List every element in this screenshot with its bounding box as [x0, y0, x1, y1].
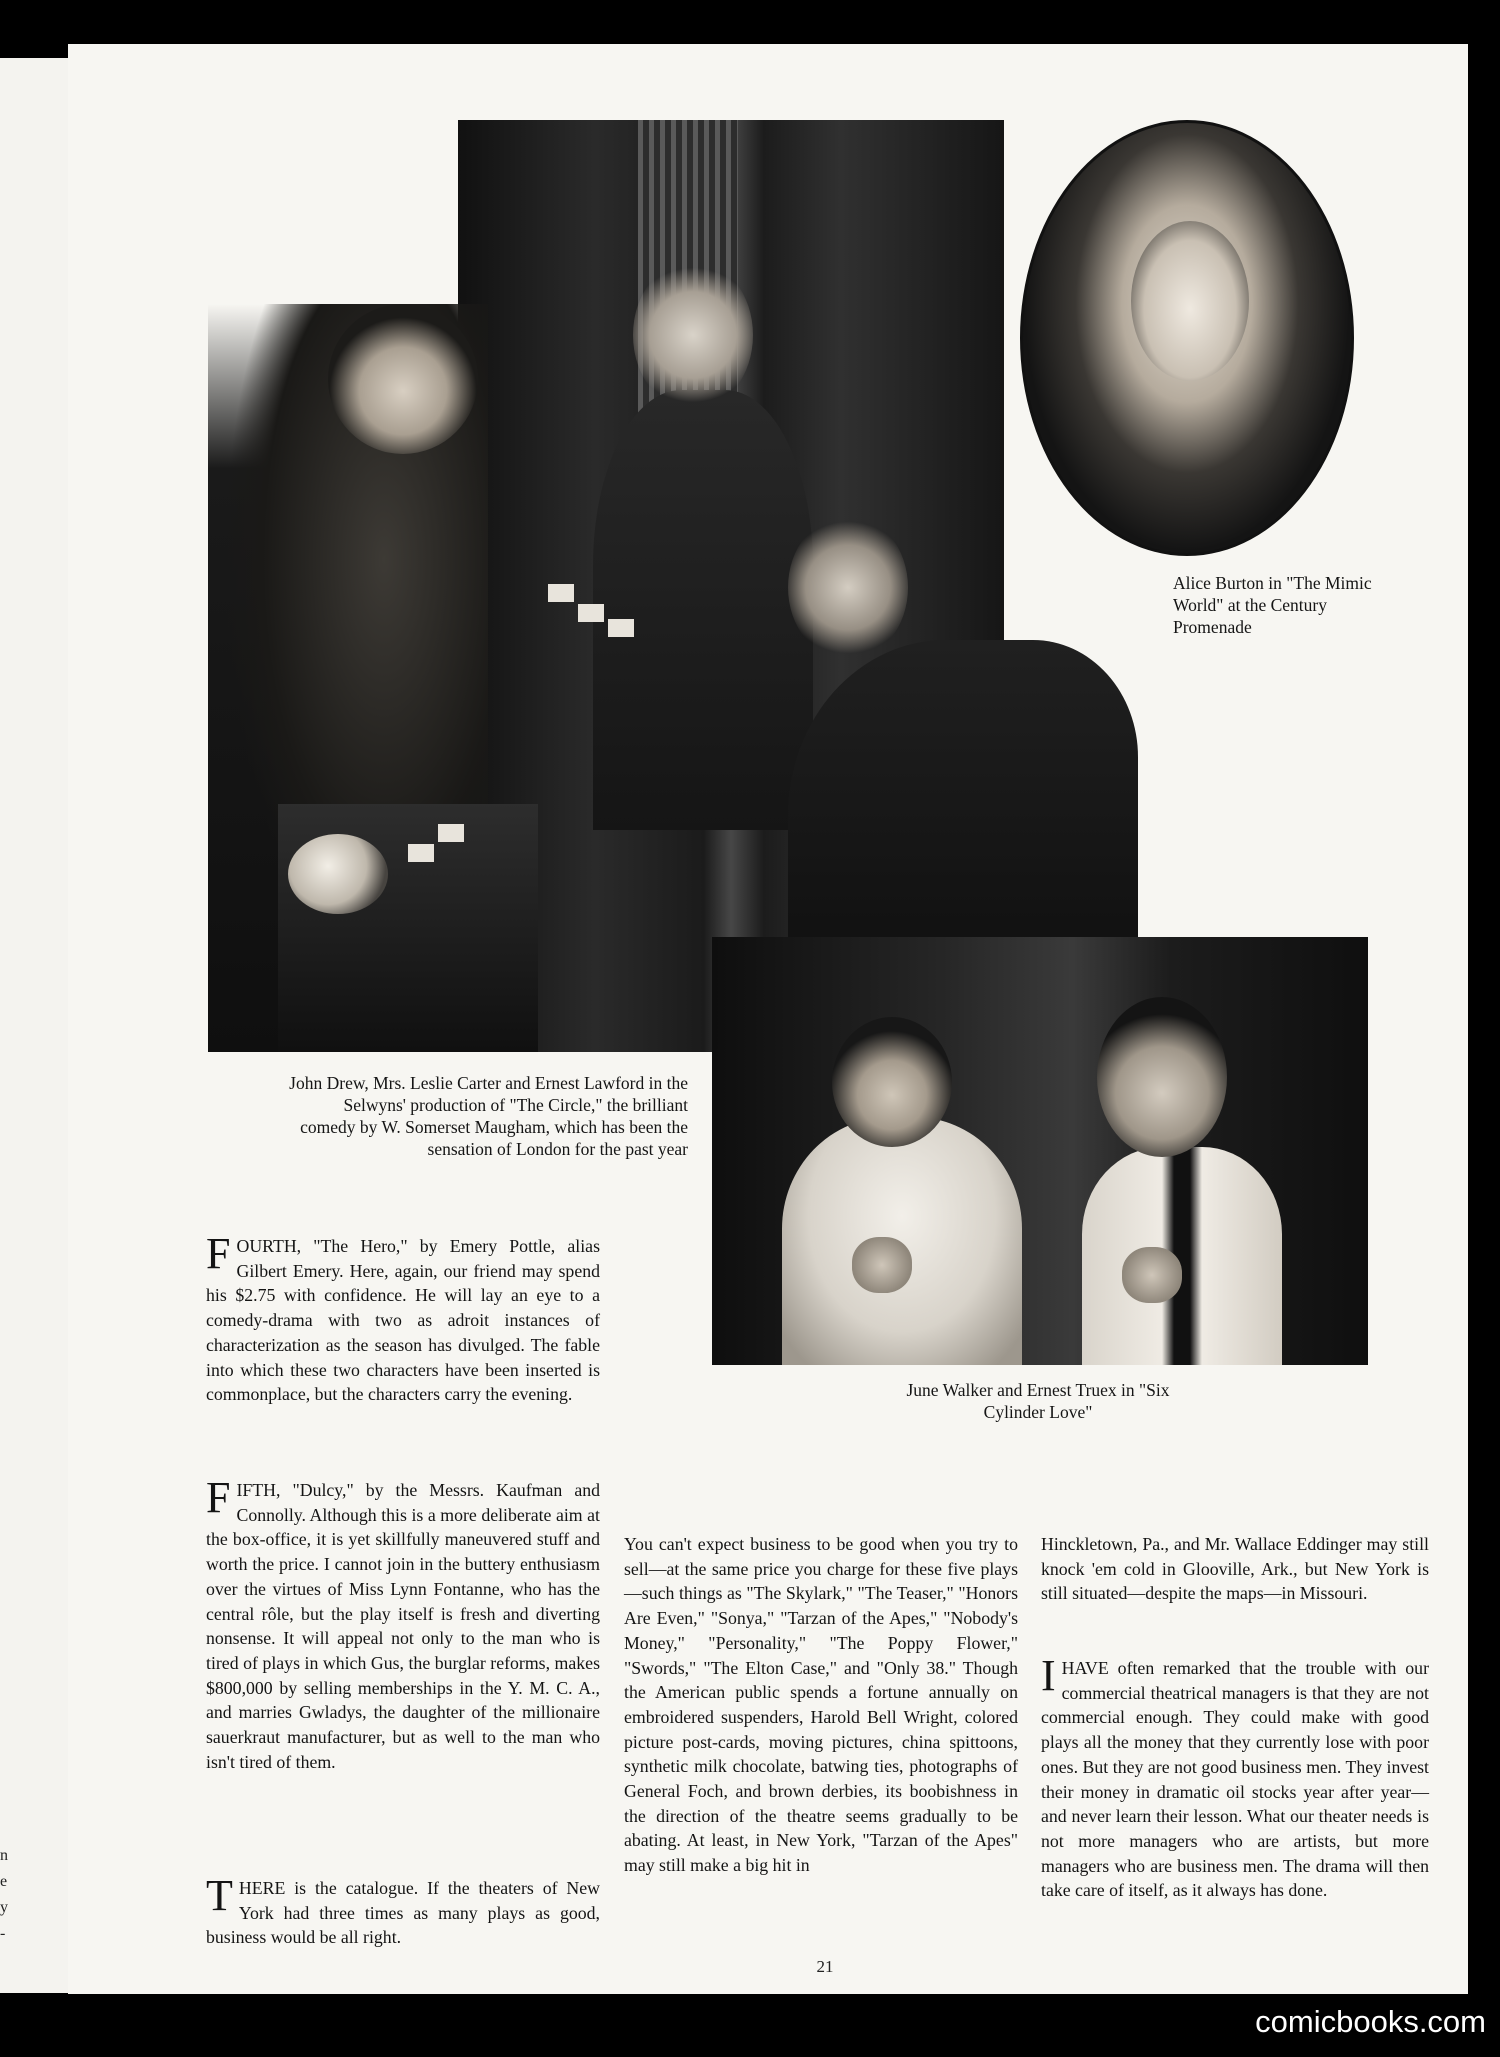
playing-card: [578, 604, 604, 622]
photo-figure-head: [328, 304, 478, 454]
drop-cap: F: [206, 1229, 231, 1278]
playing-card: [408, 844, 434, 862]
column-right-text-top: Hinckletown, Pa., and Mr. Wallace Eddinger may still knock 'em cold in Glooville, Ark., but New York is still situated—despite the maps—in Missouri.: [1041, 1534, 1429, 1604]
magazine-page: [68, 44, 1468, 1994]
drop-cap: F: [206, 1473, 231, 1522]
photo-figure: [782, 1117, 1022, 1365]
photo-alice-burton: [1020, 120, 1354, 556]
photo-figure: [1082, 1147, 1282, 1365]
playing-card: [608, 619, 634, 637]
paragraph-text: HAVE often remarked that the trouble with our commercial theatrical managers is that they are not commercial enough. They could make with good plays all the money that they currently lose with poor ones. But they are not good business men. They invest their money in dramatic oil stocks year after year—and never learn their lesson. What our theater needs is not more managers who are artists, but more managers who are business men. The drama will then take care of itself, as it always has done.: [1041, 1658, 1429, 1901]
photo-figure-head: [832, 1017, 952, 1147]
previous-page-margin-text: n e y -: [0, 1847, 8, 1942]
playing-card: [438, 824, 464, 842]
photo-lamp: [288, 834, 388, 914]
playing-card: [548, 584, 574, 602]
paragraph-catalogue: [206, 1871, 600, 1950]
paragraph-text: HERE is the catalogue. If the theaters of New York had three times as many plays as good, business would be all right.: [206, 1878, 600, 1948]
photo-figure-head: [1097, 997, 1227, 1157]
paragraph-fifth: [206, 1473, 600, 1774]
photo-figure: [593, 390, 813, 830]
photo-figure-head: [633, 260, 753, 410]
caption-six-cylinder-love: June Walker and Ernest Truex in "Six Cylinder Love": [906, 1380, 1170, 1422]
page-number: 21: [816, 1957, 834, 1976]
photo-figure-head: [788, 515, 908, 660]
photo-six-cylinder-love: [712, 937, 1368, 1365]
photo-hands: [852, 1237, 912, 1293]
paragraph-business: [1041, 1651, 1429, 1903]
previous-page-edge: [0, 58, 68, 1993]
photo-the-circle-left-extension: [208, 304, 458, 1052]
watermark: comicbooks.com: [1255, 2004, 1486, 2039]
paragraph-text: OURTH, "The Hero," by Emery Pottle, alias Gilbert Emery. Here, again, our friend may spend his $2.75 with confidence. He will lay an eye to a comedy-drama with two as adroit instances of characterization as the season has divulged. The fable into which these two characters have been inserted is commonplace, but the characters carry the evening.: [206, 1236, 600, 1405]
column-middle-text: You can't expect business to be good when you try to sell—at the same price you charge for these five plays—such things as "The Skylark," "The Teaser," "Honors Are Even," "Sonya," "Tarzan of the Apes," "Nobody's Money," "Personality," "The Poppy Flower," "Swords," "The Elton Case," and "Only 38." Though the American public spends a fortune annually on embroidered suspenders, Harold Bell Wright, colored picture post-cards, moving pictures, china spittoons, synthetic milk chocolate, batwing ties, photographs of General Foch, and brown derbies, its boobishness in the direction of the theatre seems gradually to be abating. At least, in New York, "Tarzan of the Apes" may still make a big hit in: [624, 1534, 1018, 1876]
drop-cap: T: [206, 1871, 233, 1920]
paragraph-text: IFTH, "Dulcy," by the Messrs. Kaufman and Connolly. Although this is a more deliberate aim at the box-office, it is yet skillfully maneuvered stuff and worth the price. I cannot join in the buttery enthusiasm over the virtues of Miss Lynn Fontanne, who has the central rôle, but the play itself is fresh and diverting nonsense. It will appeal not only to the man who is tired of plays in which Gus, the burglar reforms, makes $800,000 by selling memberships in the Y. M. C. A., and marries Gwladys, the daughter of the millionaire sauerkraut manufacturer, but as well to the man who isn't tired of them.: [206, 1480, 600, 1772]
caption-alice-burton: Alice Burton in "The Mimic World" at the Century Promenade: [1173, 573, 1372, 637]
drop-cap: I: [1041, 1651, 1056, 1700]
caption-the-circle: John Drew, Mrs. Leslie Carter and Ernest Lawford in the Selwyns' production of "The Circle," the brilliant comedy by W. Somerset Maugham, which has been the sensation of London for the past year: [289, 1073, 688, 1159]
photo-the-circle: [458, 120, 1004, 1052]
photo-portrait-face: [1131, 221, 1249, 381]
paragraph-fourth: [206, 1229, 600, 1407]
photo-hands: [1122, 1247, 1182, 1303]
